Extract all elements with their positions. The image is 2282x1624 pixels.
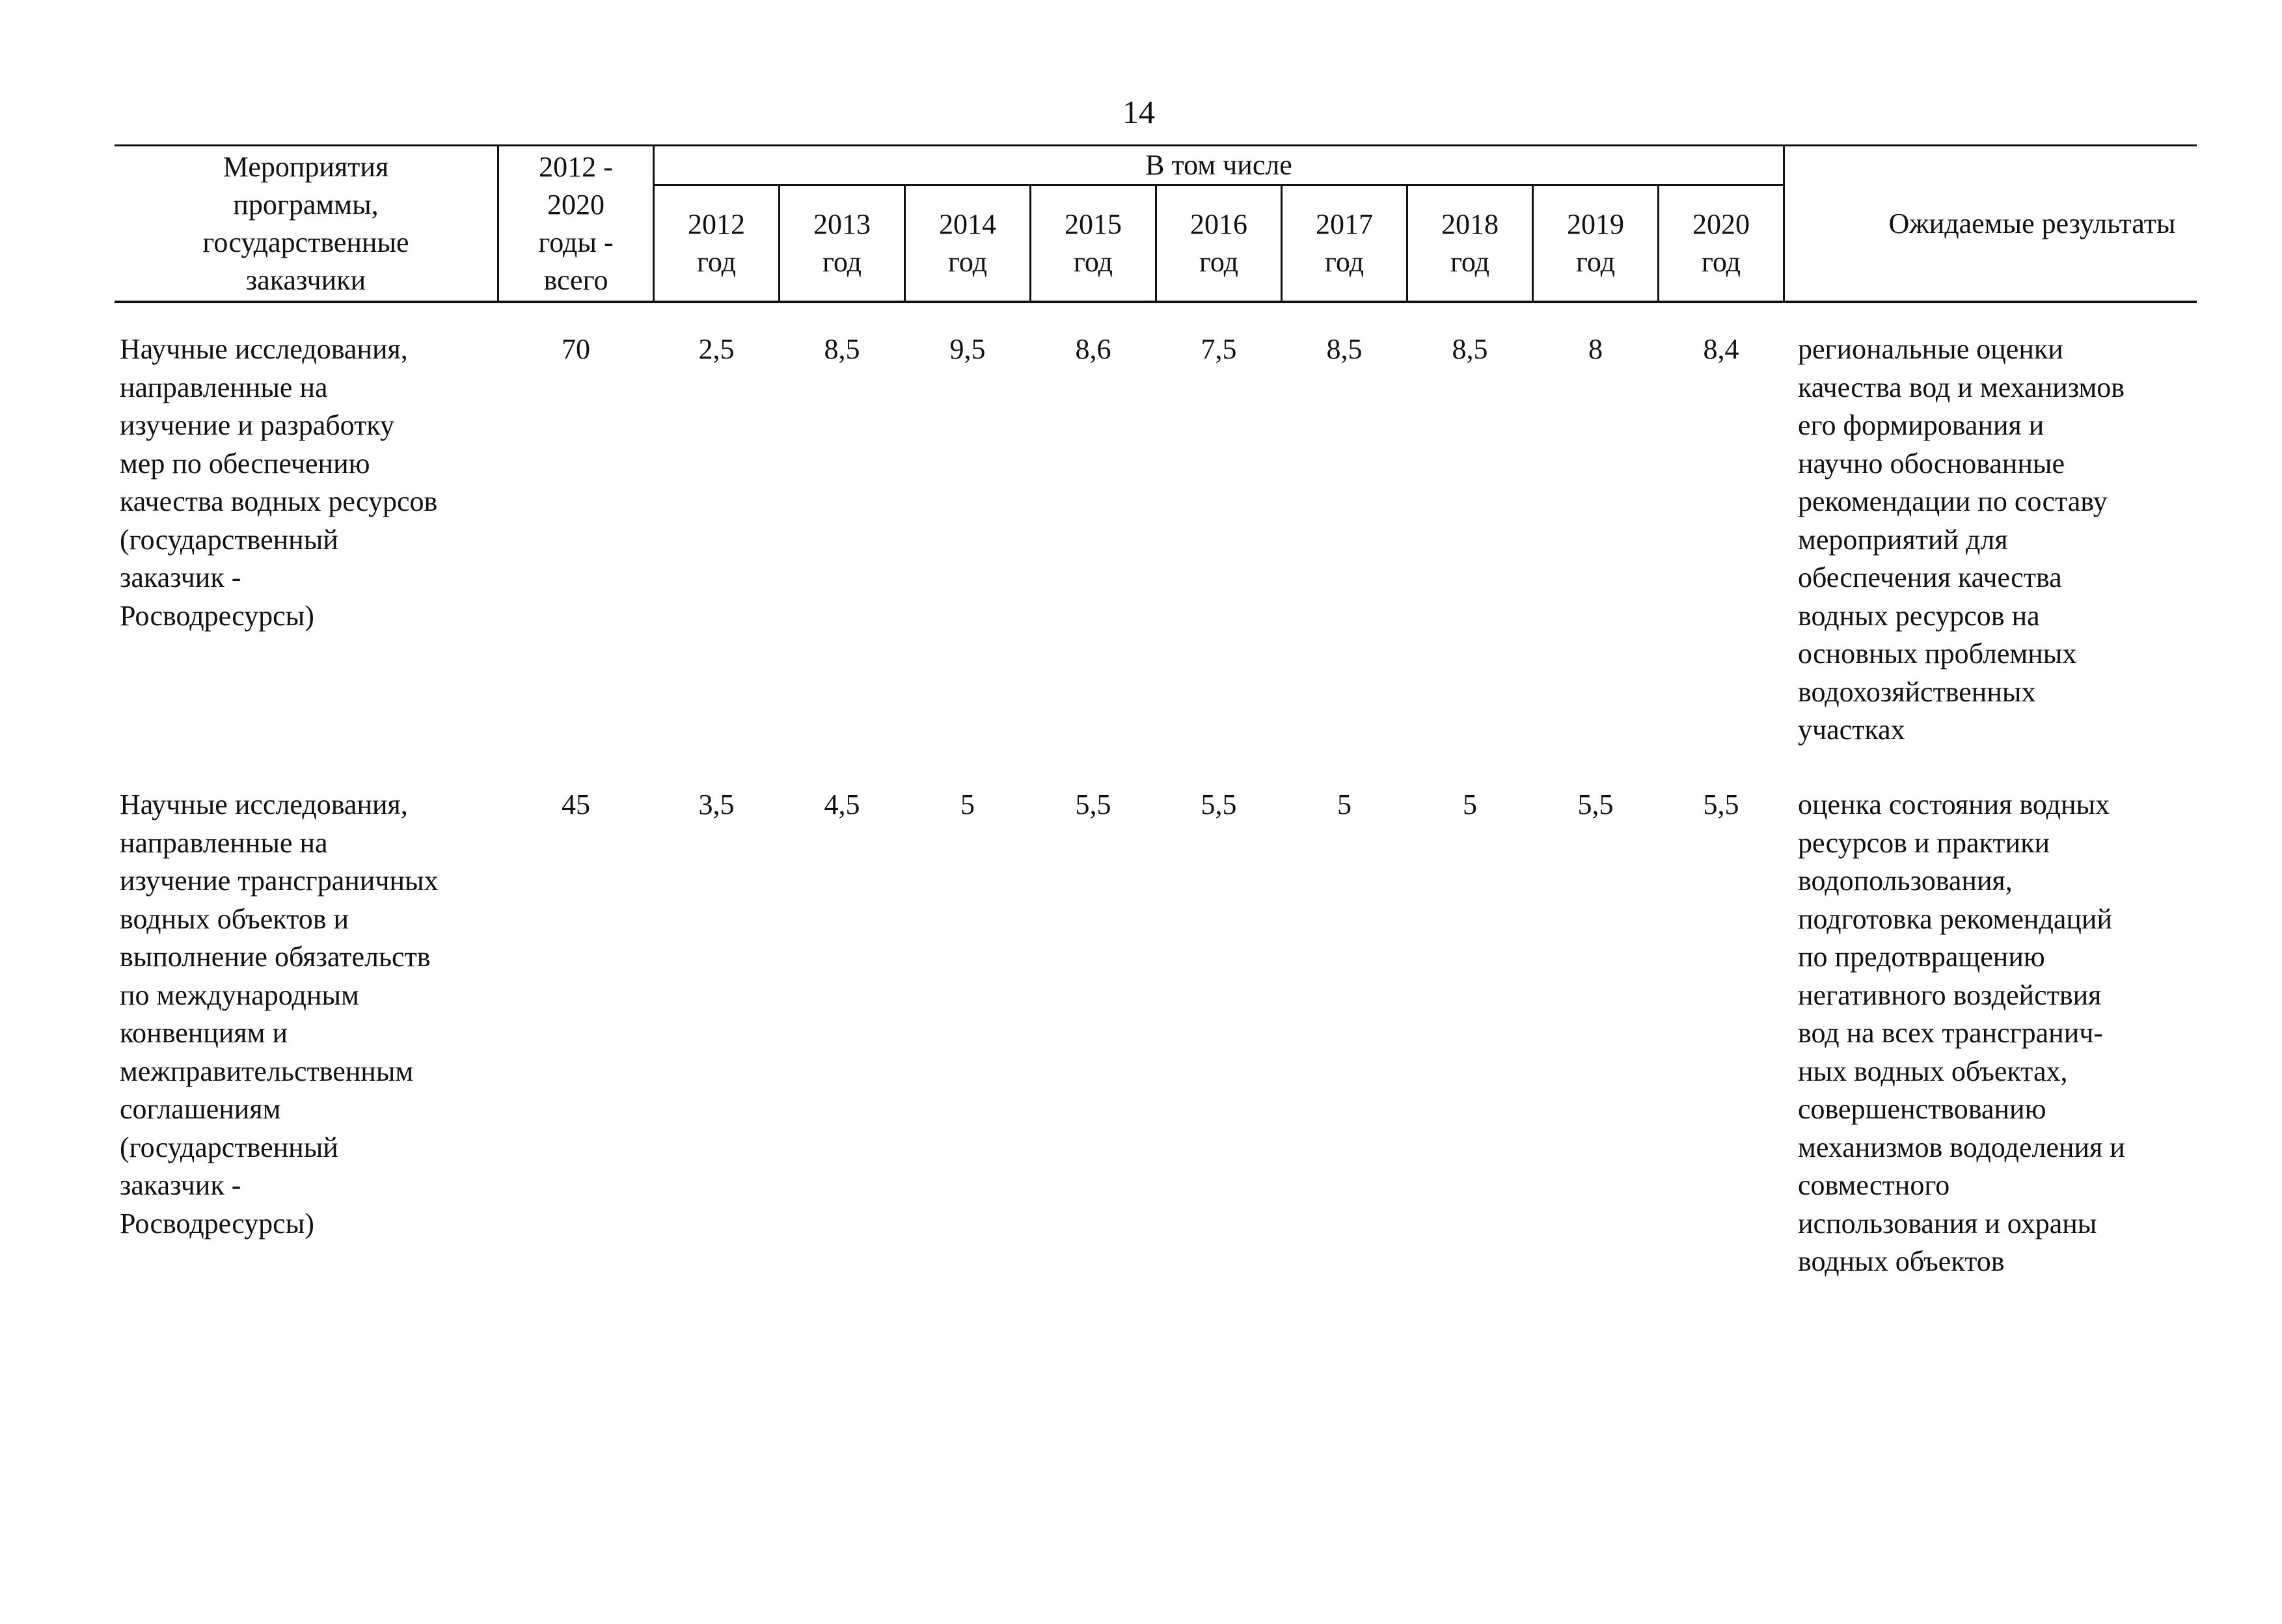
value-cell-2015: 8,6 [1075,333,1111,365]
value-cell-2015: 5,5 [1075,789,1111,820]
value-cell-2017: 5 [1337,789,1352,820]
value-cell-2013: 8,5 [824,333,860,365]
header-total: 2012 - 2020 годы - всего [538,151,614,296]
value-cell-2013: 4,5 [824,789,860,820]
value-cell-2016: 5,5 [1201,789,1237,820]
header-year-2016: 2016 год [1190,208,1247,278]
result-cell: региональные оценки качества вод и механизмов его формирования и научно обоснованные рекомендации по составу мероприятий для обеспечения качества водных ресурсов на основных проблемных водохозяйственных участках [1798,333,2125,746]
header-year-2018: 2018 год [1441,208,1499,278]
value-cell-2018: 5 [1463,789,1477,820]
header-results: Ожидаемые результаты [1888,208,2176,239]
header-year-2014: 2014 год [939,208,996,278]
value-cell-2016: 7,5 [1201,333,1237,365]
header-year-2019: 2019 год [1567,208,1624,278]
header-including: В том числе [1145,149,1292,181]
result-cell: оценка состояния водных ресурсов и практики водопользования, подготовка рекомендаций по предотвращению негативного воздействия вод на всех трансгранич- ных водных объектах, совершенствованию механизмов вододеления и совместного использования и охраны водных объектов [1798,789,2125,1277]
activity-cell: Научные исследования, направленные на изучение и разработку мер по обеспечению качества водных ресурсов (государственный заказчик - Росводресурсы) [120,333,438,632]
table-header [0,0,2282,306]
value-cell-2014: 9,5 [949,333,986,365]
header-year-2017: 2017 год [1316,208,1373,278]
header-year-2015: 2015 год [1065,208,1122,278]
header-year-2013: 2013 год [813,208,871,278]
value-cell-2012: 3,5 [698,789,735,820]
value-cell-2020: 8,4 [1703,333,1739,365]
value-cell-2014: 5 [960,789,975,820]
value-cell-2020: 5,5 [1703,789,1739,820]
header-year-2012: 2012 год [688,208,745,278]
header-activity: Мероприятия программы, государственные заказчики [202,151,409,296]
header-year-2020: 2020 год [1692,208,1750,278]
value-cell-2019: 8 [1588,333,1603,365]
value-cell-2012: 2,5 [698,333,735,365]
value-cell-2018: 8,5 [1452,333,1488,365]
value-cell-2019: 5,5 [1577,789,1614,820]
activity-cell: Научные исследования, направленные на изучение трансграничных водных объектов и выполнение обязательств по международным конвенциям и межправительственным соглашениям (государственный заказчик - Росводресурсы) [120,789,439,1239]
total-cell: 45 [562,789,590,820]
total-cell: 70 [562,333,590,365]
page-number: 14 [1122,94,1155,130]
value-cell-2017: 8,5 [1326,333,1363,365]
